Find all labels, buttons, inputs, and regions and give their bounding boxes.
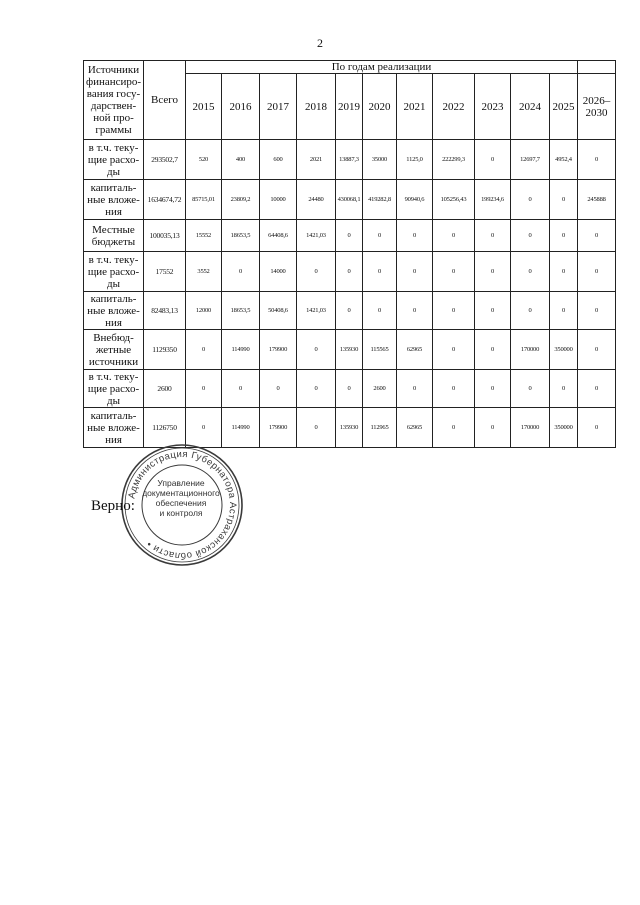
cell-value: 0 [511, 180, 550, 220]
cell-value: 24480 [297, 180, 336, 220]
year-header: 2024 [511, 74, 550, 140]
cell-value: 0 [475, 292, 511, 330]
cell-value: 0 [186, 330, 222, 370]
cell-value: 105256,43 [433, 180, 475, 220]
cell-value: 114990 [222, 408, 260, 448]
cell-value: 23809,2 [222, 180, 260, 220]
year-header: 2016 [222, 74, 260, 140]
cell-value: 0 [397, 292, 433, 330]
row-label-line: жетные [95, 343, 132, 356]
cell-value: 170000 [511, 330, 550, 370]
cell-value: 135930 [336, 408, 363, 448]
cell-value: 0 [550, 252, 578, 292]
cell-value: 0 [475, 140, 511, 180]
row-label-line: в т.ч. теку- [88, 370, 139, 383]
cell-value: 430068,1 [336, 180, 363, 220]
cell-value: 0 [336, 370, 363, 408]
row-total: 2600 [144, 370, 186, 408]
page-number: 2 [317, 36, 323, 50]
cell-value: 4952,4 [550, 140, 578, 180]
cell-value: 0 [433, 252, 475, 292]
row-label-line: щие расхо- [87, 153, 140, 166]
cell-value: 0 [578, 370, 616, 408]
table-row [84, 180, 616, 220]
year-header-last-line: 2026– [582, 94, 611, 107]
cell-value: 0 [578, 292, 616, 330]
cell-value: 114990 [222, 330, 260, 370]
row-label [84, 180, 144, 220]
header-source-line: дарствен- [90, 100, 137, 112]
cell-value: 2600 [363, 370, 397, 408]
year-header: 2015 [186, 74, 222, 140]
table-row [84, 252, 616, 292]
row-label-line: ды [107, 394, 120, 407]
table-row [84, 292, 616, 330]
cell-value: 135930 [336, 330, 363, 370]
header-source-line: граммы [95, 124, 132, 136]
svg-text:Администрация Губернатора Астр: Администрация Губернатора Астраханской области • [126, 448, 239, 562]
cell-value: 0 [433, 330, 475, 370]
row-label-line: щие расхо- [87, 265, 140, 278]
row-label-line: ды [107, 165, 120, 178]
cell-value: 62965 [397, 408, 433, 448]
cell-value: 0 [550, 370, 578, 408]
cell-value: 245888 [578, 180, 616, 220]
row-label [84, 292, 144, 330]
cell-value: 0 [397, 220, 433, 252]
row-label [84, 252, 144, 292]
row-label [84, 140, 144, 180]
cell-value: 0 [336, 252, 363, 292]
cell-value: 0 [363, 252, 397, 292]
cell-value: 350000 [550, 408, 578, 448]
cell-value: 0 [475, 330, 511, 370]
cell-value: 0 [297, 330, 336, 370]
stamp-line: документационного [142, 488, 220, 498]
row-label-line: щие расхо- [87, 382, 140, 395]
row-total: 1126750 [144, 408, 186, 448]
cell-value: 0 [397, 252, 433, 292]
row-total: 293502,7 [144, 140, 186, 180]
cell-value: 0 [550, 220, 578, 252]
cell-value: 1125,0 [397, 140, 433, 180]
row-total: 82483,13 [144, 292, 186, 330]
cell-value: 0 [186, 370, 222, 408]
cell-value: 35000 [363, 140, 397, 180]
cell-value: 170000 [511, 408, 550, 448]
cell-value: 0 [363, 220, 397, 252]
cell-value: 179900 [260, 330, 297, 370]
row-label-line: в т.ч. теку- [88, 253, 139, 266]
cell-value: 0 [578, 252, 616, 292]
cell-value: 50408,6 [260, 292, 297, 330]
header-years-title: По годам реализации [186, 61, 578, 74]
table-row [84, 370, 616, 408]
cell-value: 350000 [550, 330, 578, 370]
cell-value: 199234,6 [475, 180, 511, 220]
cell-value: 0 [433, 408, 475, 448]
cell-value: 15552 [186, 220, 222, 252]
cell-value: 2021 [297, 140, 336, 180]
cell-value: 18653,5 [222, 292, 260, 330]
cell-value: 0 [475, 220, 511, 252]
table-row [84, 220, 616, 252]
table-row [84, 330, 616, 370]
cell-value: 3552 [186, 252, 222, 292]
cell-value: 179900 [260, 408, 297, 448]
financing-table [83, 60, 616, 448]
year-header-last [578, 74, 616, 140]
cell-value: 0 [475, 370, 511, 408]
cell-value: 115565 [363, 330, 397, 370]
cell-value: 0 [433, 220, 475, 252]
cell-value: 0 [578, 220, 616, 252]
header-total: Всего [144, 61, 186, 140]
year-header: 2023 [475, 74, 511, 140]
row-label-line: ные вложе- [87, 421, 140, 434]
year-header-last-line: 2030 [585, 106, 608, 119]
cell-value: 0 [397, 370, 433, 408]
cell-value: 0 [511, 220, 550, 252]
row-label-line: капиталь- [90, 181, 137, 194]
year-header: 2021 [397, 74, 433, 140]
cell-value: 0 [578, 330, 616, 370]
row-label-line: капиталь- [90, 292, 137, 305]
row-label-line: бюджеты [91, 235, 136, 248]
cell-value: 0 [550, 292, 578, 330]
row-label-line: ды [107, 277, 120, 290]
cell-value: 1421,03 [297, 220, 336, 252]
cell-value: 0 [578, 408, 616, 448]
cell-value: 520 [186, 140, 222, 180]
cell-value: 419282,8 [363, 180, 397, 220]
header-source-line: Источники [87, 64, 140, 76]
row-label-line: капиталь- [90, 409, 137, 422]
cell-value: 0 [511, 292, 550, 330]
row-total: 1634674,72 [144, 180, 186, 220]
cell-value: 0 [186, 408, 222, 448]
cell-value: 0 [550, 180, 578, 220]
cell-value: 12000 [186, 292, 222, 330]
cell-value: 0 [511, 370, 550, 408]
cell-value: 0 [578, 140, 616, 180]
year-header: 2020 [363, 74, 397, 140]
header-source-line: вания госу- [86, 88, 141, 100]
cell-value: 14000 [260, 252, 297, 292]
cell-value: 112965 [363, 408, 397, 448]
row-label-line: Местные [92, 223, 135, 236]
cell-value: 0 [433, 292, 475, 330]
cell-value: 90940,6 [397, 180, 433, 220]
cell-value: 13887,3 [336, 140, 363, 180]
row-label-line: в т.ч. теку- [88, 141, 139, 154]
cell-value: 0 [336, 292, 363, 330]
cell-value: 600 [260, 140, 297, 180]
cell-value: 85715,01 [186, 180, 222, 220]
row-label-line: ные вложе- [87, 304, 140, 317]
cell-value: 0 [511, 252, 550, 292]
cell-value: 18653,5 [222, 220, 260, 252]
row-label-line: ния [105, 316, 122, 329]
year-header: 2019 [336, 74, 363, 140]
header-source-line: ной про- [93, 112, 134, 124]
cell-value: 12697,7 [511, 140, 550, 180]
row-label-line: ния [105, 205, 122, 218]
cell-value: 0 [475, 408, 511, 448]
row-label [84, 220, 144, 252]
cell-value: 400 [222, 140, 260, 180]
cell-value: 0 [363, 292, 397, 330]
header-blank [578, 61, 616, 74]
year-header: 2022 [433, 74, 475, 140]
year-header: 2025 [550, 74, 578, 140]
cell-value: 0 [336, 220, 363, 252]
cell-value: 10000 [260, 180, 297, 220]
cell-value: 1421,03 [297, 292, 336, 330]
row-total: 100035,13 [144, 220, 186, 252]
row-label-line: источники [88, 355, 139, 368]
row-label [84, 330, 144, 370]
header-source-line: финансиро- [85, 76, 142, 88]
stamp-line: и контроля [159, 508, 203, 518]
cell-value: 222299,3 [433, 140, 475, 180]
stamp-center-text [135, 478, 227, 518]
cell-value: 0 [475, 252, 511, 292]
cell-value: 64408,6 [260, 220, 297, 252]
row-total: 17552 [144, 252, 186, 292]
row-label-line: ные вложе- [87, 193, 140, 206]
cell-value: 62965 [397, 330, 433, 370]
verno-label: Верно: [91, 498, 135, 514]
header-source [84, 61, 144, 140]
cell-value: 0 [222, 370, 260, 408]
row-total: 1129350 [144, 330, 186, 370]
row-label-line: ния [105, 433, 122, 446]
stamp-line: обеспечения [155, 498, 207, 508]
cell-value: 0 [222, 252, 260, 292]
year-header: 2017 [260, 74, 297, 140]
year-header: 2018 [297, 74, 336, 140]
cell-value: 0 [433, 370, 475, 408]
stamp-line: Управление [157, 478, 205, 488]
cell-value: 0 [297, 408, 336, 448]
table-row [84, 140, 616, 180]
row-label [84, 370, 144, 408]
cell-value: 0 [297, 370, 336, 408]
cell-value: 0 [260, 370, 297, 408]
cell-value: 0 [297, 252, 336, 292]
row-label-line: Внебюд- [93, 331, 134, 344]
